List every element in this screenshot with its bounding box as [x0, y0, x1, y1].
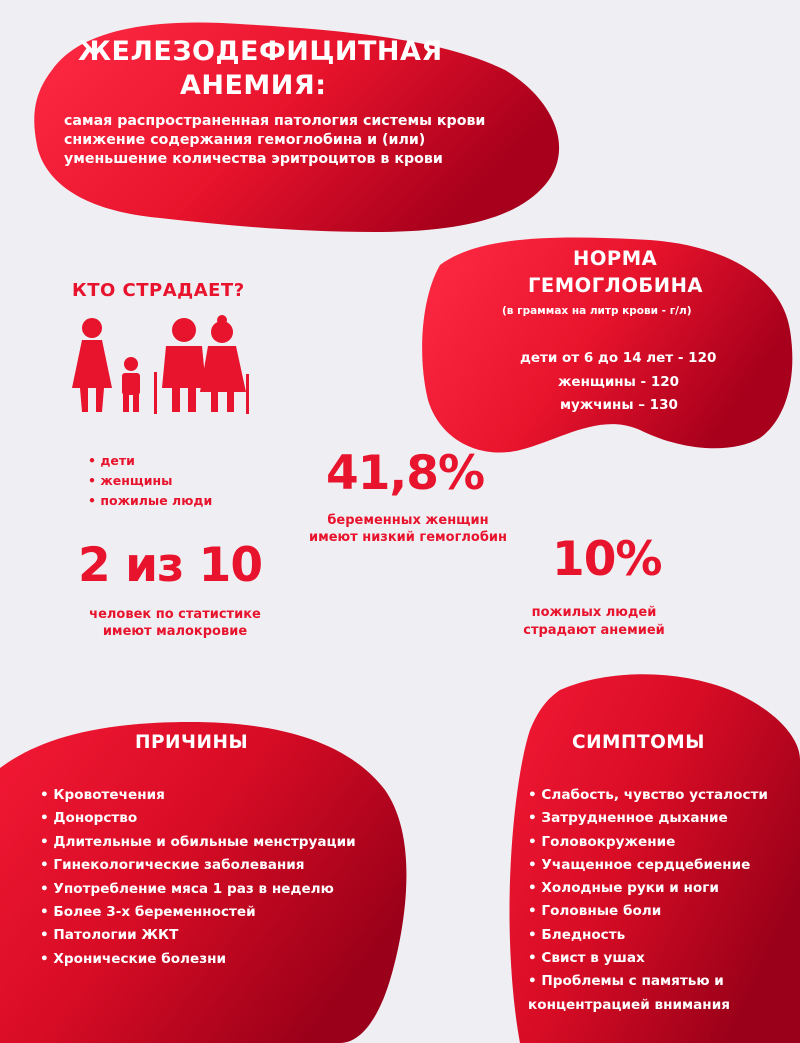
norm-item-women: женщины - 120 — [558, 374, 680, 390]
stat-two-of-ten-caption-line2: имеют малокровие — [102, 624, 248, 639]
subtitle-line1: самая распространенная патология системы крови — [64, 113, 486, 129]
norm-item-children: дети от 6 до 14 лет - 120 — [520, 350, 717, 366]
cause-item: • Хронические болезни — [40, 948, 356, 971]
symptom-item: • Бледность — [528, 924, 768, 947]
subtitle-line3: уменьшение количества эритроцитов в крови — [64, 151, 443, 167]
causes-list — [40, 784, 356, 971]
main-title-line2: АНЕМИЯ: — [180, 70, 327, 101]
cause-item: • Донорство — [40, 807, 356, 830]
symptom-item: • Головные боли — [528, 900, 768, 923]
cause-item: • Патологии ЖКТ — [40, 924, 356, 947]
norm-title-line2: ГЕМОГЛОБИНА — [528, 274, 704, 297]
symptom-item: • Затрудненное дыхание — [528, 807, 768, 830]
subtitle-line2: снижение содержания гемоглобина и (или) — [64, 132, 426, 148]
cause-item: • Более 3-х беременностей — [40, 901, 356, 924]
stat-pregnant-caption-line1: беременных женщин — [327, 513, 489, 528]
symptoms-title: СИМПТОМЫ — [572, 732, 705, 753]
cause-item: • Кровотечения — [40, 784, 356, 807]
cause-item: • Гинекологические заболевания — [40, 854, 356, 877]
stat-two-of-ten-value: 2 из 10 — [78, 538, 263, 593]
who-item-elderly: • пожилые люди — [88, 493, 213, 508]
cause-item: • Длительные и обильные менструации — [40, 831, 356, 854]
symptoms-list — [528, 784, 768, 1017]
symptom-item: • Слабость, чувство усталости — [528, 784, 768, 807]
who-suffers-list — [88, 451, 212, 511]
cause-item: • Употребление мяса 1 раз в неделю — [40, 878, 356, 901]
main-title-line1: ЖЕЛЕЗОДЕФИЦИТНАЯ — [78, 36, 443, 67]
symptom-item-continuation: концентрацией внимания — [528, 996, 730, 1013]
who-item-children: • дети — [88, 453, 135, 468]
stat-elderly-caption-line1: пожилых людей — [531, 605, 657, 620]
norm-title-line1: НОРМА — [573, 247, 658, 270]
symptom-item: • Учащенное сердцебиение — [528, 854, 768, 877]
symptom-item: • Свист в ушах — [528, 947, 768, 970]
symptom-item: • Проблемы с памятью и — [528, 970, 768, 993]
stat-elderly-value: 10% — [552, 532, 662, 587]
stat-two-of-ten-caption-line1: человек по статистике — [89, 607, 261, 622]
who-suffers-title: КТО СТРАДАЕТ? — [72, 280, 245, 301]
stat-elderly-caption-line2: страдают анемией — [523, 623, 665, 638]
family-people-icon — [72, 315, 249, 414]
symptom-item: • Холодные руки и ноги — [528, 877, 768, 900]
causes-title: ПРИЧИНЫ — [135, 732, 249, 753]
stat-pregnant-caption-line2: имеют низкий гемоглобин — [308, 530, 508, 545]
symptom-item: • Головокружение — [528, 831, 768, 854]
who-item-women: • женщины — [88, 473, 173, 488]
norm-item-men: мужчины – 130 — [560, 397, 678, 413]
norm-note: (в граммах на литр крови - г/л) — [502, 305, 692, 317]
stat-pregnant-value: 41,8% — [326, 446, 485, 501]
